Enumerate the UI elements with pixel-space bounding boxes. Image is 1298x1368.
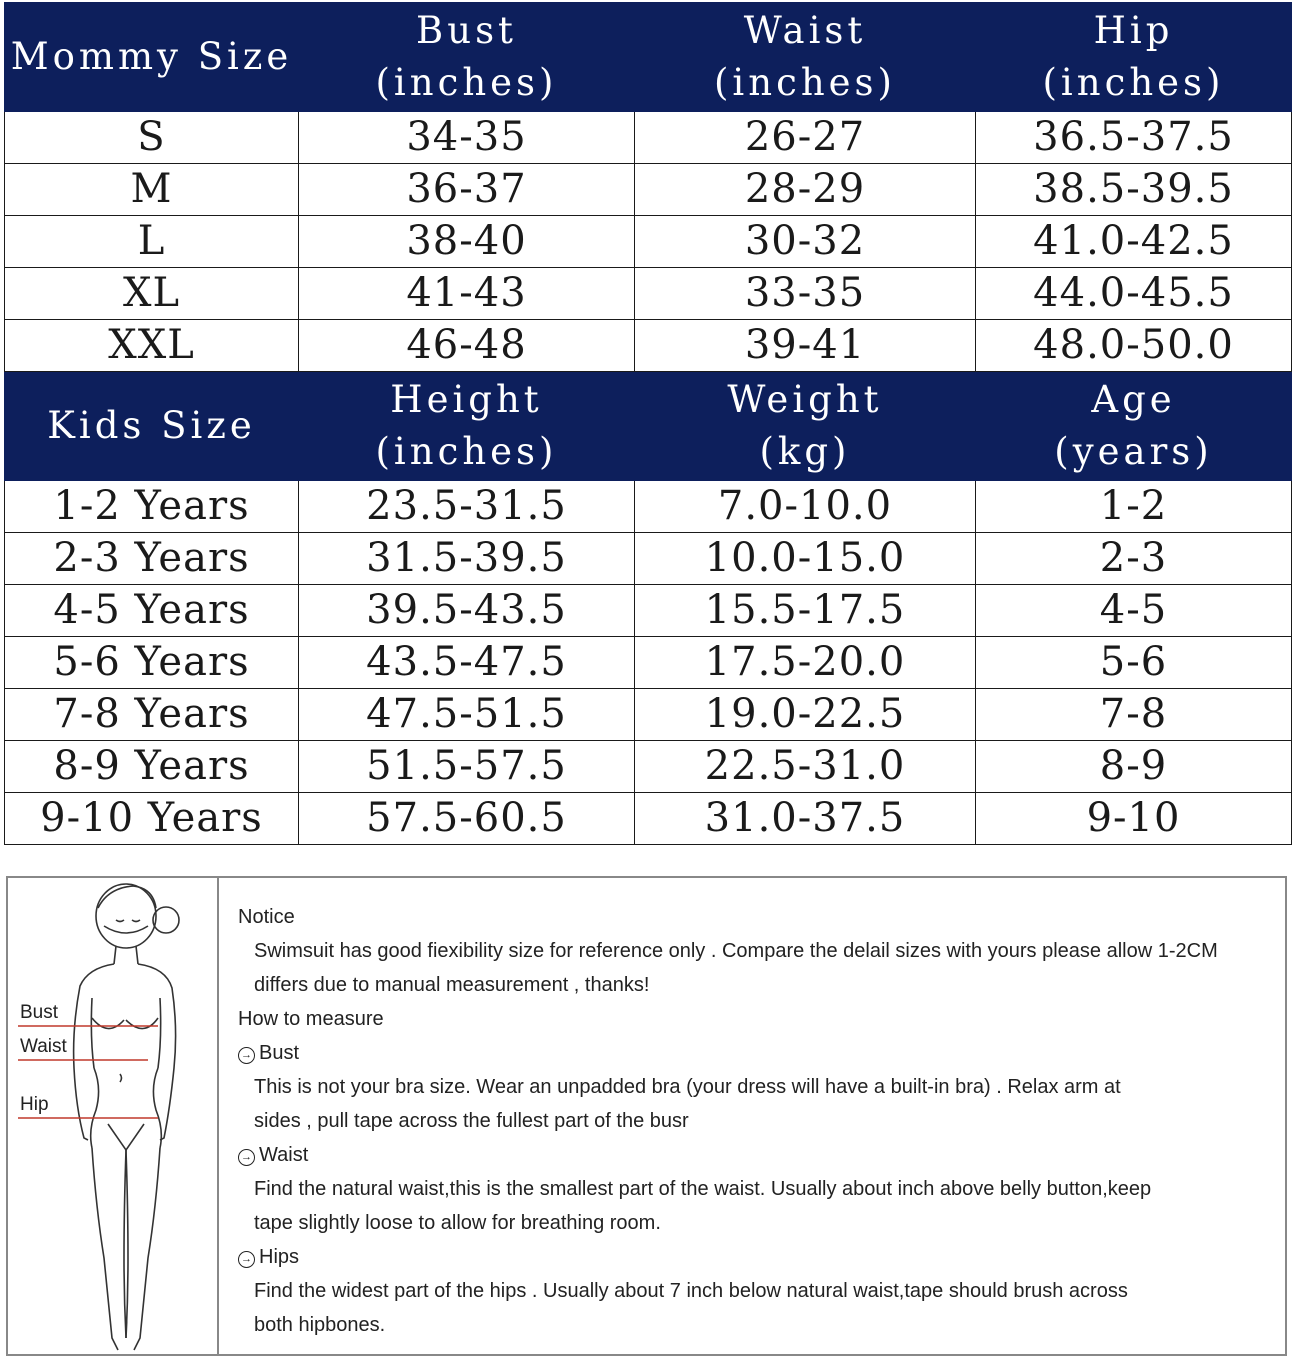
bust-section-title: → Bust xyxy=(238,1036,1279,1070)
mommy-size-header: Mommy Size xyxy=(5,3,299,112)
size-chart xyxy=(4,2,1291,845)
bust-instruction: sides , pull tape across the fullest part of the busr xyxy=(254,1110,689,1132)
hip-label: Hip xyxy=(20,1094,49,1115)
table-row xyxy=(5,637,1292,689)
waist-instruction: tape slightly loose to allow for breathing room. xyxy=(254,1212,661,1234)
bust-cell: 41-43 xyxy=(299,268,635,320)
mommy-header-row xyxy=(5,3,1292,112)
kids-size-cell: 4-5 Years xyxy=(5,585,299,637)
height-cell: 39.5-43.5 xyxy=(299,585,635,637)
weight-cell: 19.0-22.5 xyxy=(635,689,976,741)
kids-size-cell: 5-6 Years xyxy=(5,637,299,689)
kids-header-row xyxy=(5,372,1292,481)
bust-cell: 38-40 xyxy=(299,216,635,268)
waist-header: Waist (inches) xyxy=(635,3,976,112)
bust-cell: 36-37 xyxy=(299,164,635,216)
table-row xyxy=(5,689,1292,741)
height-cell: 57.5-60.5 xyxy=(299,793,635,845)
weight-header: Weight (kg) xyxy=(635,372,976,481)
table-row xyxy=(5,585,1292,637)
kids-size-cell: 1-2 Years xyxy=(5,481,299,533)
bust-header: Bust (inches) xyxy=(299,3,635,112)
weight-cell: 15.5-17.5 xyxy=(635,585,976,637)
mommy-size-cell: XXL xyxy=(5,320,299,372)
age-cell: 1-2 xyxy=(976,481,1292,533)
notice-text xyxy=(238,900,1279,1342)
waist-cell: 28-29 xyxy=(635,164,976,216)
table-row xyxy=(5,268,1292,320)
hip-cell: 48.0-50.0 xyxy=(976,320,1292,372)
age-cell: 2-3 xyxy=(976,533,1292,585)
weight-cell: 10.0-15.0 xyxy=(635,533,976,585)
waist-section-title: → Waist xyxy=(238,1138,1279,1172)
kids-size-cell: 2-3 Years xyxy=(5,533,299,585)
mommy-size-cell: XL xyxy=(5,268,299,320)
notice-title: Notice xyxy=(238,906,295,928)
waist-cell: 30-32 xyxy=(635,216,976,268)
table-row xyxy=(5,481,1292,533)
hip-cell: 41.0-42.5 xyxy=(976,216,1292,268)
bust-instruction: This is not your bra size. Wear an unpadded bra (your dress will have a built-in bra) . Relax arm at xyxy=(254,1076,1121,1098)
bust-label: Bust xyxy=(20,1002,59,1023)
waist-instruction: Find the natural waist,this is the smallest part of the waist. Usually about inch above belly button,keep xyxy=(254,1178,1152,1200)
waist-label: Waist xyxy=(20,1036,67,1057)
notice-line: differs due to manual measurement , thanks! xyxy=(254,974,650,996)
table-row xyxy=(5,164,1292,216)
weight-cell: 22.5-31.0 xyxy=(635,741,976,793)
bust-cell: 34-35 xyxy=(299,112,635,164)
age-cell: 8-9 xyxy=(976,741,1292,793)
body-outline-illustration xyxy=(8,878,217,1354)
table-row xyxy=(5,216,1292,268)
kids-size-cell: 8-9 Years xyxy=(5,741,299,793)
how-to-measure-title: How to measure xyxy=(238,1008,384,1030)
hips-section-title: → Hips xyxy=(238,1240,1279,1274)
table-row xyxy=(5,112,1292,164)
waist-cell: 39-41 xyxy=(635,320,976,372)
hip-cell: 44.0-45.5 xyxy=(976,268,1292,320)
weight-cell: 7.0-10.0 xyxy=(635,481,976,533)
hip-cell: 36.5-37.5 xyxy=(976,112,1292,164)
mommy-size-cell: L xyxy=(5,216,299,268)
kids-size-cell: 7-8 Years xyxy=(5,689,299,741)
hip-header: Hip (inches) xyxy=(976,3,1292,112)
table-row xyxy=(5,320,1292,372)
age-cell: 4-5 xyxy=(976,585,1292,637)
height-cell: 47.5-51.5 xyxy=(299,689,635,741)
age-cell: 9-10 xyxy=(976,793,1292,845)
height-cell: 31.5-39.5 xyxy=(299,533,635,585)
bust-cell: 46-48 xyxy=(299,320,635,372)
hip-cell: 38.5-39.5 xyxy=(976,164,1292,216)
height-cell: 43.5-47.5 xyxy=(299,637,635,689)
size-table xyxy=(4,2,1292,845)
measure-guide xyxy=(6,876,1287,1356)
hips-instruction: Find the widest part of the hips . Usually about 7 inch below natural waist,tape should brush across xyxy=(254,1280,1128,1302)
kids-size-header: Kids Size xyxy=(5,372,299,481)
weight-cell: 17.5-20.0 xyxy=(635,637,976,689)
notice-line: Swimsuit has good fiexibility size for reference only . Compare the delail sizes with yours please allow 1-2CM xyxy=(254,940,1218,962)
mommy-size-cell: M xyxy=(5,164,299,216)
age-cell: 5-6 xyxy=(976,637,1292,689)
table-row xyxy=(5,533,1292,585)
mommy-size-cell: S xyxy=(5,112,299,164)
waist-cell: 33-35 xyxy=(635,268,976,320)
weight-cell: 31.0-37.5 xyxy=(635,793,976,845)
height-header: Height (inches) xyxy=(299,372,635,481)
height-cell: 23.5-31.5 xyxy=(299,481,635,533)
waist-cell: 26-27 xyxy=(635,112,976,164)
height-cell: 51.5-57.5 xyxy=(299,741,635,793)
age-cell: 7-8 xyxy=(976,689,1292,741)
kids-size-cell: 9-10 Years xyxy=(5,793,299,845)
table-row xyxy=(5,793,1292,845)
body-figure xyxy=(8,878,219,1354)
age-header: Age (years) xyxy=(976,372,1292,481)
hips-instruction: both hipbones. xyxy=(254,1314,386,1336)
table-row xyxy=(5,741,1292,793)
